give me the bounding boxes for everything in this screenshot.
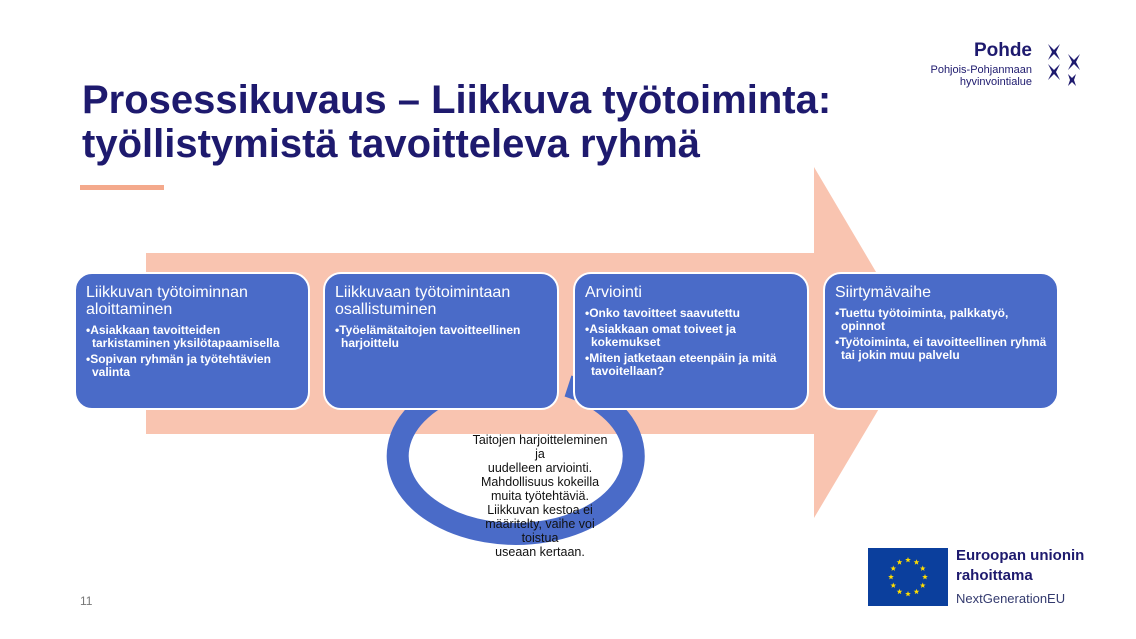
cycle-line: muita työtehtäviä.	[491, 489, 589, 503]
step-title: Liikkuvaan työtoimintaan osallistuminen	[335, 284, 511, 318]
step-bullets	[585, 307, 797, 378]
cycle-line: useaan kertaan.	[495, 545, 585, 559]
eu-star	[905, 591, 911, 596]
cycle-line: Taitojen harjoitteleminen ja	[472, 433, 608, 461]
step-bullets	[335, 324, 547, 350]
eu-star	[890, 566, 896, 571]
step-bullet: • Asiakkaan omat toiveet ja kokemukset	[585, 323, 797, 349]
cycle-line: uudelleen arviointi.	[487, 461, 593, 475]
step-bullet: • Tuettu työtoiminta, palkkatyö, opinnot	[835, 307, 1047, 333]
eu-stars-icon	[868, 548, 948, 606]
logo-name: Pohde	[973, 40, 1032, 61]
eu-star	[914, 589, 920, 594]
step-box-transition	[823, 272, 1059, 410]
logo-subtitle-line-1: Pohjois-Pohjanmaan	[930, 64, 1032, 76]
eu-star	[914, 559, 920, 564]
title-line-2: työllistymistä tavoitteleva ryhmä	[82, 122, 701, 166]
eu-star	[890, 583, 896, 588]
step-bullet: • Sopivan ryhmän ja työtehtävien valinta	[86, 353, 298, 379]
step-bullet: • Onko tavoitteet saavutettu	[585, 307, 797, 320]
eu-line-3: NextGenerationEU	[956, 591, 1066, 606]
eu-line-1: Euroopan unionin	[956, 547, 1085, 564]
step-title: Arviointi	[585, 284, 642, 301]
step-title: Siirtymävaihe	[835, 284, 932, 301]
page-number: 11	[80, 594, 93, 608]
step-bullet: • Miten jatketaan eteenpäin ja mitä tavoitellaan?	[585, 352, 797, 378]
step-bullets	[835, 307, 1047, 362]
step-bullet: • Asiakkaan tavoitteiden tarkistaminen yksilötapaamisella	[86, 324, 298, 350]
step-bullets	[86, 324, 298, 379]
eu-star	[888, 574, 894, 579]
cycle-line: määritelty, vaihe voi toistua	[485, 517, 595, 545]
cycle-description	[470, 433, 610, 559]
step-box-evaluation	[573, 272, 809, 410]
title-line-1: Prosessikuvaus – Liikkuva työtoiminta:	[82, 78, 832, 122]
eu-star	[905, 557, 911, 562]
cycle-line: Liikkuvan kestoa ei	[487, 503, 593, 517]
step-title: Liikkuvan työtoiminnan aloittaminen	[86, 284, 248, 318]
eu-funding-label	[956, 546, 1084, 608]
step-bullet: • Työelämätaitojen tavoitteellinen harjoittelu	[335, 324, 547, 350]
step-bullet: • Työtoiminta, ei tavoitteellinen ryhmä tai jokin muu palvelu	[835, 336, 1047, 362]
eu-star	[920, 566, 926, 571]
eu-star	[922, 574, 928, 579]
eu-flag-icon	[868, 548, 948, 606]
eu-star	[920, 583, 926, 588]
logo-subtitle-line-2: hyvinvointialue	[959, 76, 1032, 88]
step-box-start	[74, 272, 310, 410]
cycle-line: Mahdollisuus kokeilla	[480, 475, 600, 489]
eu-star	[897, 589, 903, 594]
eu-line-2: rahoittama	[956, 567, 1033, 584]
step-box-participation	[323, 272, 559, 410]
eu-star	[897, 559, 903, 564]
